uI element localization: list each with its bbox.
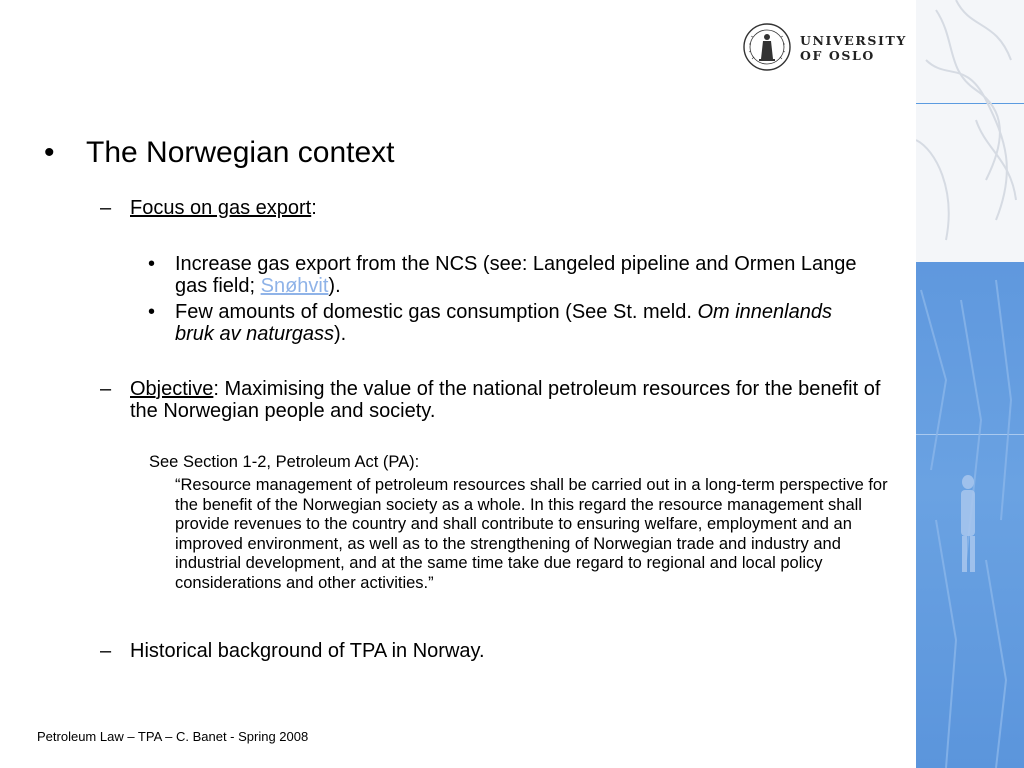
item-historical-background	[100, 640, 485, 662]
bullet-marker: •	[148, 253, 156, 275]
petroleum-act-quote: “Resource management of petroleum resources shall be carried out in a long-term perspective for the benefit of the Norwegian society as a whole. In this regard the resource management shall provide revenues to the country and shall contribute to ensuring welfare, employment and an improved environment, as well as to the strengthening of Norwegian trade and industry and industrial development, and at the same time take due regard to regional and local policy considerations and other activities.”	[175, 476, 888, 592]
objective-label: Objective	[130, 378, 214, 400]
decorative-side-band	[916, 0, 1024, 768]
bullet-marker: •	[44, 136, 55, 169]
dash-marker: –	[100, 640, 112, 662]
item-objective: – Objective: Maximising the value of the national petroleum resources for the benefit of the Norwegian people and society.	[100, 378, 881, 422]
focus-label: Focus on gas export	[130, 197, 312, 219]
bullet-marker: •	[148, 301, 156, 323]
heading-bullet	[44, 135, 395, 171]
snohvit-link[interactable]: Snøhvit	[260, 275, 329, 297]
dash-marker: –	[100, 197, 112, 219]
sub-bullet-increase-gas-export: • Increase gas export from the NCS (see: Langeled pipeline and Ormen Lange gas field; Snøhvit).	[148, 253, 857, 297]
decorative-figure-illustration	[916, 0, 1024, 768]
item-focus-gas-export: – Focus on gas export:	[100, 197, 317, 219]
logo-line-2: OF OSLO	[800, 48, 875, 63]
slide-footer: Petroleum Law – TPA – C. Banet - Spring 2008	[37, 729, 309, 744]
sub-bullet-domestic-consumption: • Few amounts of domestic gas consumption (See St. meld. Om innenlands bruk av naturgass).	[148, 301, 832, 345]
dash-marker: –	[100, 378, 112, 400]
report-title: Om innenlands bruk av naturgass	[175, 301, 832, 345]
historical-text: Historical background of TPA in Norway.	[130, 640, 485, 662]
see-section-reference: See Section 1-2, Petroleum Act (PA):	[149, 453, 420, 471]
logo-line-1: UNIVERSITY	[800, 33, 907, 48]
slide-heading: The Norwegian context	[86, 136, 395, 169]
